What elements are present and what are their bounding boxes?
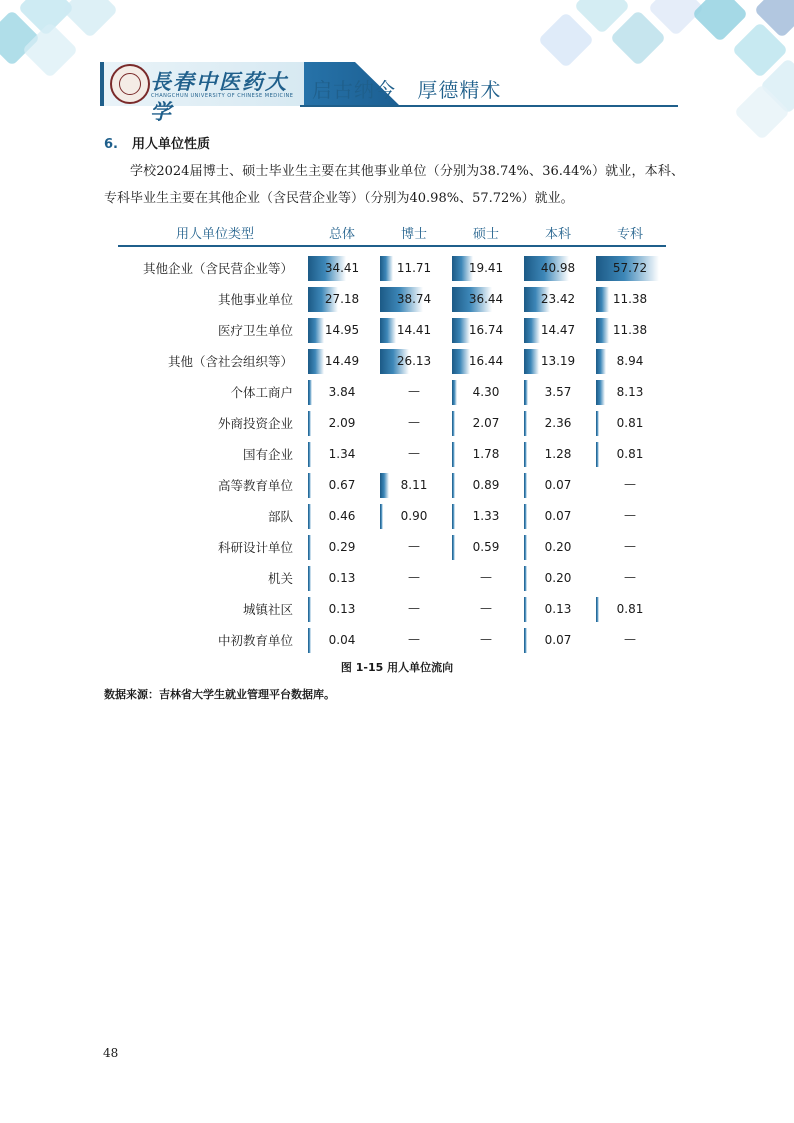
motto-part: 厚德精术 [417, 78, 502, 102]
decor-diamond [538, 12, 595, 69]
value-label: 0.07 [544, 478, 572, 492]
cell-associate [596, 318, 664, 343]
cell-phd [380, 318, 448, 343]
cell-overall [308, 349, 376, 374]
value-label: 1.28 [544, 447, 572, 461]
value-label: 14.41 [396, 323, 432, 337]
header-col-phd: 博士 [400, 227, 427, 242]
row-category: 机关 [267, 571, 293, 586]
empty-mark: — [408, 415, 420, 429]
value-label: 27.18 [324, 292, 360, 306]
value-label: 1.78 [472, 447, 500, 461]
logo-subtitle: CHANGCHUN UNIVERSITY OF CHINESE MEDICINE [151, 93, 294, 99]
row-category: 其他（含社会组织等） [167, 354, 293, 369]
cell-master [452, 318, 520, 343]
value-label: 0.20 [544, 540, 572, 554]
value-label: 11.71 [396, 261, 432, 275]
motto-part: 启古纳今 [312, 78, 396, 102]
cell-master [452, 566, 520, 591]
cell-phd [380, 473, 448, 498]
empty-mark: — [408, 601, 420, 615]
cell-associate [596, 411, 664, 436]
data-source: 数据来源：吉林省大学生就业管理平台数据库。 [104, 688, 335, 701]
value-label: 8.11 [400, 478, 428, 492]
cell-associate [596, 287, 664, 312]
value-label: 0.46 [328, 509, 356, 523]
row-category: 部队 [267, 509, 293, 524]
header-col-master: 硕士 [472, 227, 499, 242]
value-label: 0.04 [328, 633, 356, 647]
value-label: 16.44 [468, 354, 504, 368]
cell-phd [380, 287, 448, 312]
section-title: 用人单位性质 [131, 137, 210, 152]
table-body [118, 247, 666, 655]
empty-mark: — [624, 508, 636, 522]
cell-overall [308, 442, 376, 467]
cell-master [452, 411, 520, 436]
empty-mark: — [408, 446, 420, 460]
table-row [118, 624, 666, 655]
value-label: 23.42 [540, 292, 576, 306]
value-label: 19.41 [468, 261, 504, 275]
row-category: 其他企业（含民营企业等） [142, 261, 293, 276]
cell-phd [380, 597, 448, 622]
cell-master [452, 256, 520, 281]
value-label: 14.95 [324, 323, 360, 337]
value-label: 0.13 [328, 571, 356, 585]
table-row [118, 407, 666, 438]
empty-mark: — [480, 632, 492, 646]
value-label: 14.47 [540, 323, 576, 337]
value-label: 0.81 [616, 602, 644, 616]
cell-overall [308, 597, 376, 622]
value-label: 3.57 [544, 385, 572, 399]
cell-associate [596, 504, 664, 529]
row-category: 科研设计单位 [217, 540, 293, 555]
cell-associate [596, 380, 664, 405]
table-row [118, 438, 666, 469]
empty-mark: — [408, 570, 420, 584]
cell-overall [308, 628, 376, 653]
cell-overall [308, 318, 376, 343]
empty-mark: — [408, 632, 420, 646]
row-category: 医疗卫生单位 [217, 323, 293, 338]
cell-associate [596, 349, 664, 374]
table-row [118, 345, 666, 376]
cell-master [452, 535, 520, 560]
empty-mark: — [624, 632, 636, 646]
cell-bachelor [524, 287, 592, 312]
value-label: 34.41 [324, 261, 360, 275]
cell-overall [308, 287, 376, 312]
table-row [118, 531, 666, 562]
header-divider [300, 105, 678, 107]
value-label: 40.98 [540, 261, 576, 275]
cell-phd [380, 380, 448, 405]
header-category: 用人单位类型 [175, 227, 254, 242]
value-label: 0.81 [616, 416, 644, 430]
table-row [118, 283, 666, 314]
empty-mark: — [624, 539, 636, 553]
page-number: 48 [103, 1046, 119, 1060]
value-label: 13.19 [540, 354, 576, 368]
decor-diamond [62, 0, 119, 38]
table-row [118, 562, 666, 593]
section-heading [104, 133, 210, 152]
cell-phd [380, 504, 448, 529]
table-row [118, 500, 666, 531]
row-category: 城镇社区 [242, 602, 293, 617]
employer-type-table [118, 220, 666, 655]
value-label: 1.34 [328, 447, 356, 461]
cell-associate [596, 566, 664, 591]
cell-overall [308, 535, 376, 560]
value-label: 2.09 [328, 416, 356, 430]
cell-phd [380, 628, 448, 653]
university-seal-icon [110, 64, 150, 104]
cell-bachelor [524, 411, 592, 436]
cell-bachelor [524, 566, 592, 591]
cell-bachelor [524, 504, 592, 529]
value-label: 0.90 [400, 509, 428, 523]
cell-associate [596, 597, 664, 622]
row-category: 高等教育单位 [217, 478, 293, 493]
value-label: 0.81 [616, 447, 644, 461]
logo-title: 長春中医药大学 [150, 69, 288, 124]
cell-associate [596, 256, 664, 281]
value-label: 14.49 [324, 354, 360, 368]
cell-bachelor [524, 349, 592, 374]
cell-phd [380, 442, 448, 467]
cell-overall [308, 411, 376, 436]
header-col-bachelor: 本科 [544, 227, 571, 242]
header-col-overall: 总体 [328, 227, 355, 242]
cell-bachelor [524, 597, 592, 622]
value-label: 26.13 [396, 354, 432, 368]
value-label: 16.74 [468, 323, 504, 337]
motto [312, 74, 515, 103]
cell-phd [380, 535, 448, 560]
value-label: 0.29 [328, 540, 356, 554]
cell-associate [596, 442, 664, 467]
cell-phd [380, 566, 448, 591]
cell-phd [380, 256, 448, 281]
cell-associate [596, 628, 664, 653]
value-label: 11.38 [612, 323, 648, 337]
value-label: 0.13 [544, 602, 572, 616]
cell-bachelor [524, 628, 592, 653]
table-header [118, 220, 666, 247]
value-label: 11.38 [612, 292, 648, 306]
empty-mark: — [624, 477, 636, 491]
value-label: 38.74 [396, 292, 432, 306]
row-category: 外商投资企业 [217, 416, 293, 431]
cell-master [452, 628, 520, 653]
value-label: 0.13 [328, 602, 356, 616]
value-label: 8.94 [616, 354, 644, 368]
cell-associate [596, 535, 664, 560]
table-row [118, 593, 666, 624]
value-label: 8.13 [616, 385, 644, 399]
value-label: 0.20 [544, 571, 572, 585]
cell-phd [380, 411, 448, 436]
page-header [100, 62, 680, 124]
value-label: 1.33 [472, 509, 500, 523]
row-category: 国有企业 [242, 447, 293, 462]
value-label: 0.59 [472, 540, 500, 554]
table-row [118, 469, 666, 500]
cell-master [452, 287, 520, 312]
empty-mark: — [624, 570, 636, 584]
cell-overall [308, 380, 376, 405]
cell-overall [308, 256, 376, 281]
value-label: 36.44 [468, 292, 504, 306]
cell-master [452, 504, 520, 529]
header-col-associate: 专科 [616, 227, 643, 242]
cell-bachelor [524, 535, 592, 560]
value-label: 2.07 [472, 416, 500, 430]
value-label: 0.89 [472, 478, 500, 492]
row-category: 个体工商户 [230, 385, 293, 400]
empty-mark: — [480, 570, 492, 584]
value-label: 0.07 [544, 633, 572, 647]
value-label: 3.84 [328, 385, 356, 399]
value-label: 2.36 [544, 416, 572, 430]
table-row [118, 252, 666, 283]
cell-bachelor [524, 473, 592, 498]
empty-mark: — [480, 601, 492, 615]
cell-master [452, 442, 520, 467]
body-paragraph: 学校2024届博士、硕士毕业生主要在其他事业单位（分别为38.74%、36.44%）就业，本科、专科毕业生主要在其他企业（含民营企业等）（分别为40.98%、57.72%）就业。 [104, 164, 684, 206]
cell-bachelor [524, 380, 592, 405]
value-label: 0.07 [544, 509, 572, 523]
row-category: 中初教育单位 [217, 633, 293, 648]
cell-associate [596, 473, 664, 498]
cell-master [452, 473, 520, 498]
cell-master [452, 349, 520, 374]
cell-bachelor [524, 318, 592, 343]
cell-master [452, 597, 520, 622]
university-logo [100, 62, 304, 124]
row-category: 其他事业单位 [217, 292, 293, 307]
value-label: 57.72 [612, 261, 648, 275]
table-row [118, 376, 666, 407]
value-label: 0.67 [328, 478, 356, 492]
cell-overall [308, 566, 376, 591]
empty-mark: — [408, 384, 420, 398]
cell-phd [380, 349, 448, 374]
empty-mark: — [408, 539, 420, 553]
figure-caption: 图 1-15 用人单位流向 [340, 661, 454, 674]
table-row [118, 314, 666, 345]
cell-master [452, 380, 520, 405]
value-label: 4.30 [472, 385, 500, 399]
cell-overall [308, 473, 376, 498]
cell-bachelor [524, 256, 592, 281]
cell-overall [308, 504, 376, 529]
cell-bachelor [524, 442, 592, 467]
section-number: 6. [104, 137, 118, 152]
decor-diamond [692, 0, 749, 42]
